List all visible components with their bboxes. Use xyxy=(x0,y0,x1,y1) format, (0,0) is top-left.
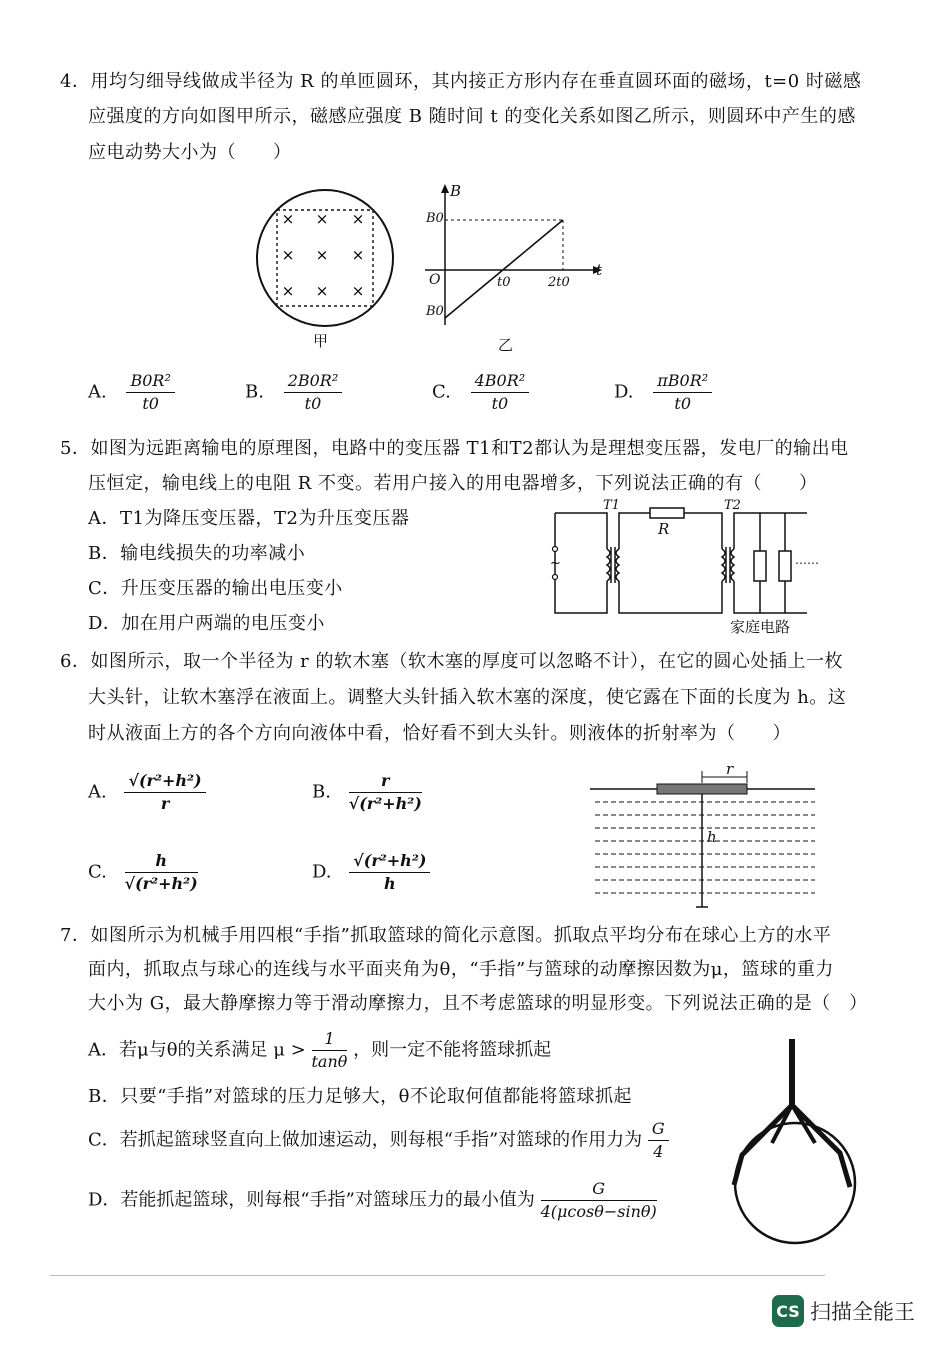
fraction-numerator: G xyxy=(541,1178,657,1201)
fraction-numerator: √(r²+h²) xyxy=(124,770,205,793)
fraction-denominator: √(r²+h²) xyxy=(124,874,198,893)
svg-text:×: × xyxy=(351,210,365,228)
graph-origin-label: O xyxy=(429,272,441,288)
fraction-numerator: πB0R² xyxy=(653,370,712,393)
label-radius-r: r xyxy=(726,760,734,778)
q6-option-a xyxy=(88,770,206,815)
q6-option-c xyxy=(88,850,198,895)
graph-b0-bottom-label: B0 xyxy=(426,304,444,319)
q7-option-b: B．只要“手指”对篮球的压力足够大，θ不论取何值都能将篮球抓起 xyxy=(88,1086,632,1107)
q4-option-c-fraction xyxy=(471,370,530,415)
q4-option-b-letter: B. xyxy=(245,381,264,403)
power-transmission-circuit xyxy=(545,505,825,620)
svg-text:×: × xyxy=(351,246,365,264)
fraction-denominator: t0 xyxy=(142,394,159,413)
fraction-denominator: h xyxy=(384,874,396,893)
fraction-denominator: tanθ xyxy=(311,1052,348,1071)
watermark-text: 扫描全能王 xyxy=(810,1300,915,1324)
q7-option-d xyxy=(88,1178,657,1223)
fraction-numerator: 4B0R² xyxy=(471,370,530,393)
q7-option-a-tail: ，则一定不能将篮球抓起 xyxy=(353,1039,552,1061)
q4-line-2: 应强度的方向如图甲所示，磁感应强度 B 随时间 t 的变化关系如图乙所示，则圆环中产生的感 xyxy=(88,106,856,127)
q4-option-a-letter: A. xyxy=(88,381,107,403)
q7-line-3: 大小为 G，最大静摩擦力等于滑动摩擦力，且不考虑篮球的明显形变。下列说法正确的是（ ） xyxy=(88,993,868,1014)
svg-text:×: × xyxy=(351,282,365,300)
q6-option-b xyxy=(312,770,422,815)
q6-line-3: 时从液面上方的各个方向向液体中看，恰好看不到大头针。则液体的折射率为（ ） xyxy=(88,723,791,744)
label-more-loads: …… xyxy=(795,553,819,567)
figure-yi-caption: 乙 xyxy=(498,336,514,354)
graph-t0-label: t0 xyxy=(497,275,511,290)
fraction-numerator: 1 xyxy=(312,1028,348,1051)
fraction-denominator: 4(μcosθ−sinθ) xyxy=(540,1202,657,1221)
q6-option-c-fraction xyxy=(125,850,198,895)
q4-option-a-fraction xyxy=(126,370,174,415)
q6-option-d-letter: D. xyxy=(312,861,332,883)
q7-option-a-fraction xyxy=(312,1028,348,1073)
label-resistor-r: R xyxy=(658,520,670,538)
q7-option-d-fraction xyxy=(541,1178,657,1223)
svg-text:×: × xyxy=(281,282,295,300)
figure-jia-magnetic-field xyxy=(255,188,395,328)
fraction-numerator: r xyxy=(349,770,422,793)
q4-option-d-fraction xyxy=(653,370,712,415)
q4-option-b xyxy=(245,370,342,415)
q4-option-d xyxy=(614,370,712,415)
q7-line-1: 7．如图所示为机械手用四根“手指”抓取篮球的简化示意图。抓取点平均分布在球心上方的水平 xyxy=(60,925,832,946)
fraction-numerator: G xyxy=(648,1118,669,1141)
q7-option-d-text: D．若能抓起篮球，则每根“手指”对篮球压力的最小值为 xyxy=(88,1189,535,1211)
robot-hand-basketball-diagram xyxy=(720,1035,870,1250)
svg-text:×: × xyxy=(315,210,329,228)
q6-option-a-letter: A. xyxy=(88,781,107,803)
svg-text:×: × xyxy=(315,282,329,300)
svg-text:×: × xyxy=(281,246,295,264)
fraction-numerator: B0R² xyxy=(126,370,174,393)
q7-option-c xyxy=(88,1118,669,1163)
q6-option-b-letter: B. xyxy=(312,781,331,803)
svg-text:×: × xyxy=(281,210,295,228)
graph-b-axis-label: B xyxy=(450,182,462,200)
label-height-h: h xyxy=(707,828,717,846)
svg-text:~: ~ xyxy=(550,556,561,571)
q6-option-a-fraction xyxy=(124,770,205,815)
q7-option-c-text: C．若抓起篮球竖直向上做加速运动，则每根“手指”对篮球的作用力为 xyxy=(88,1129,643,1151)
footer-divider xyxy=(50,1275,825,1276)
fraction-numerator: 2B0R² xyxy=(284,370,343,393)
graph-b0-top-label: B0 xyxy=(426,211,444,226)
svg-text:×: × xyxy=(315,246,329,264)
label-t1: T1 xyxy=(603,498,620,513)
q6-line-1: 6．如图所示，取一个半径为 r 的软木塞（软木塞的厚度可以忽略不计），在它的圆心处插上一枚 xyxy=(60,651,843,672)
fraction-denominator: t0 xyxy=(304,394,322,413)
q5-option-b: B．输电线损失的功率减小 xyxy=(88,543,306,564)
figure-yi-b-t-graph xyxy=(420,180,610,330)
q6-option-b-fraction xyxy=(349,770,422,815)
q5-option-d: D．加在用户两端的电压变小 xyxy=(88,613,325,634)
q4-option-b-fraction xyxy=(284,370,343,415)
q4-option-d-letter: D. xyxy=(614,381,634,403)
q7-option-a-text: A．若μ与θ的关系满足 μ > xyxy=(88,1039,306,1061)
q6-option-d xyxy=(312,850,430,895)
scanner-watermark xyxy=(772,1295,915,1327)
q5-option-a: A．T1为降压变压器，T2为升压变压器 xyxy=(88,508,410,529)
fraction-numerator: h xyxy=(125,850,198,873)
q7-option-c-fraction xyxy=(648,1118,669,1163)
cork-on-liquid-diagram xyxy=(590,762,820,912)
q6-option-d-fraction xyxy=(349,850,430,895)
q4-option-c xyxy=(432,370,529,415)
fraction-denominator: 4 xyxy=(653,1142,664,1161)
label-t2: T2 xyxy=(724,498,741,513)
q4-line-1: 4．用均匀细导线做成半径为 R 的单匝圆环，其内接正方形内存在垂直圆环面的磁场，t=0 时磁感 xyxy=(60,71,862,92)
figure-jia-caption: 甲 xyxy=(313,332,329,350)
q4-option-c-letter: C. xyxy=(432,381,451,403)
fraction-denominator: t0 xyxy=(491,394,509,413)
q5-line-1: 5．如图为远距离输电的原理图，电路中的变压器 T1和T2都认为是理想变压器，发电厂的输出电 xyxy=(60,438,849,459)
fraction-numerator: √(r²+h²) xyxy=(349,850,430,873)
q4-line-3: 应电动势大小为（ ） xyxy=(88,142,292,163)
q7-option-a xyxy=(88,1028,551,1073)
q6-option-c-letter: C. xyxy=(88,861,107,883)
fraction-denominator: r xyxy=(160,794,170,813)
q5-option-c: C．升压变压器的输出电压变小 xyxy=(88,578,343,599)
fraction-denominator: √(r²+h²) xyxy=(348,794,422,813)
q5-line-2: 压恒定，输电线上的电阻 R 不变。若用户接入的用电器增多，下列说法正确的有（ ） xyxy=(88,473,818,494)
fraction-denominator: t0 xyxy=(674,394,692,413)
q6-line-2: 大头针，让软木塞浮在液面上。调整大头针插入软木塞的深度，使它露在下面的长度为 h。这 xyxy=(88,687,847,708)
graph-2t0-label: 2t0 xyxy=(548,275,570,290)
label-home-circuit: 家庭电路 xyxy=(730,618,791,636)
q7-line-2: 面内，抓取点与球心的连线与水平面夹角为θ，“手指”与篮球的动摩擦因数为μ，篮球的重力 xyxy=(88,959,834,980)
q4-option-a xyxy=(88,370,175,415)
camscanner-logo-icon: CS xyxy=(772,1295,804,1327)
graph-t-axis-label: t xyxy=(596,261,603,279)
